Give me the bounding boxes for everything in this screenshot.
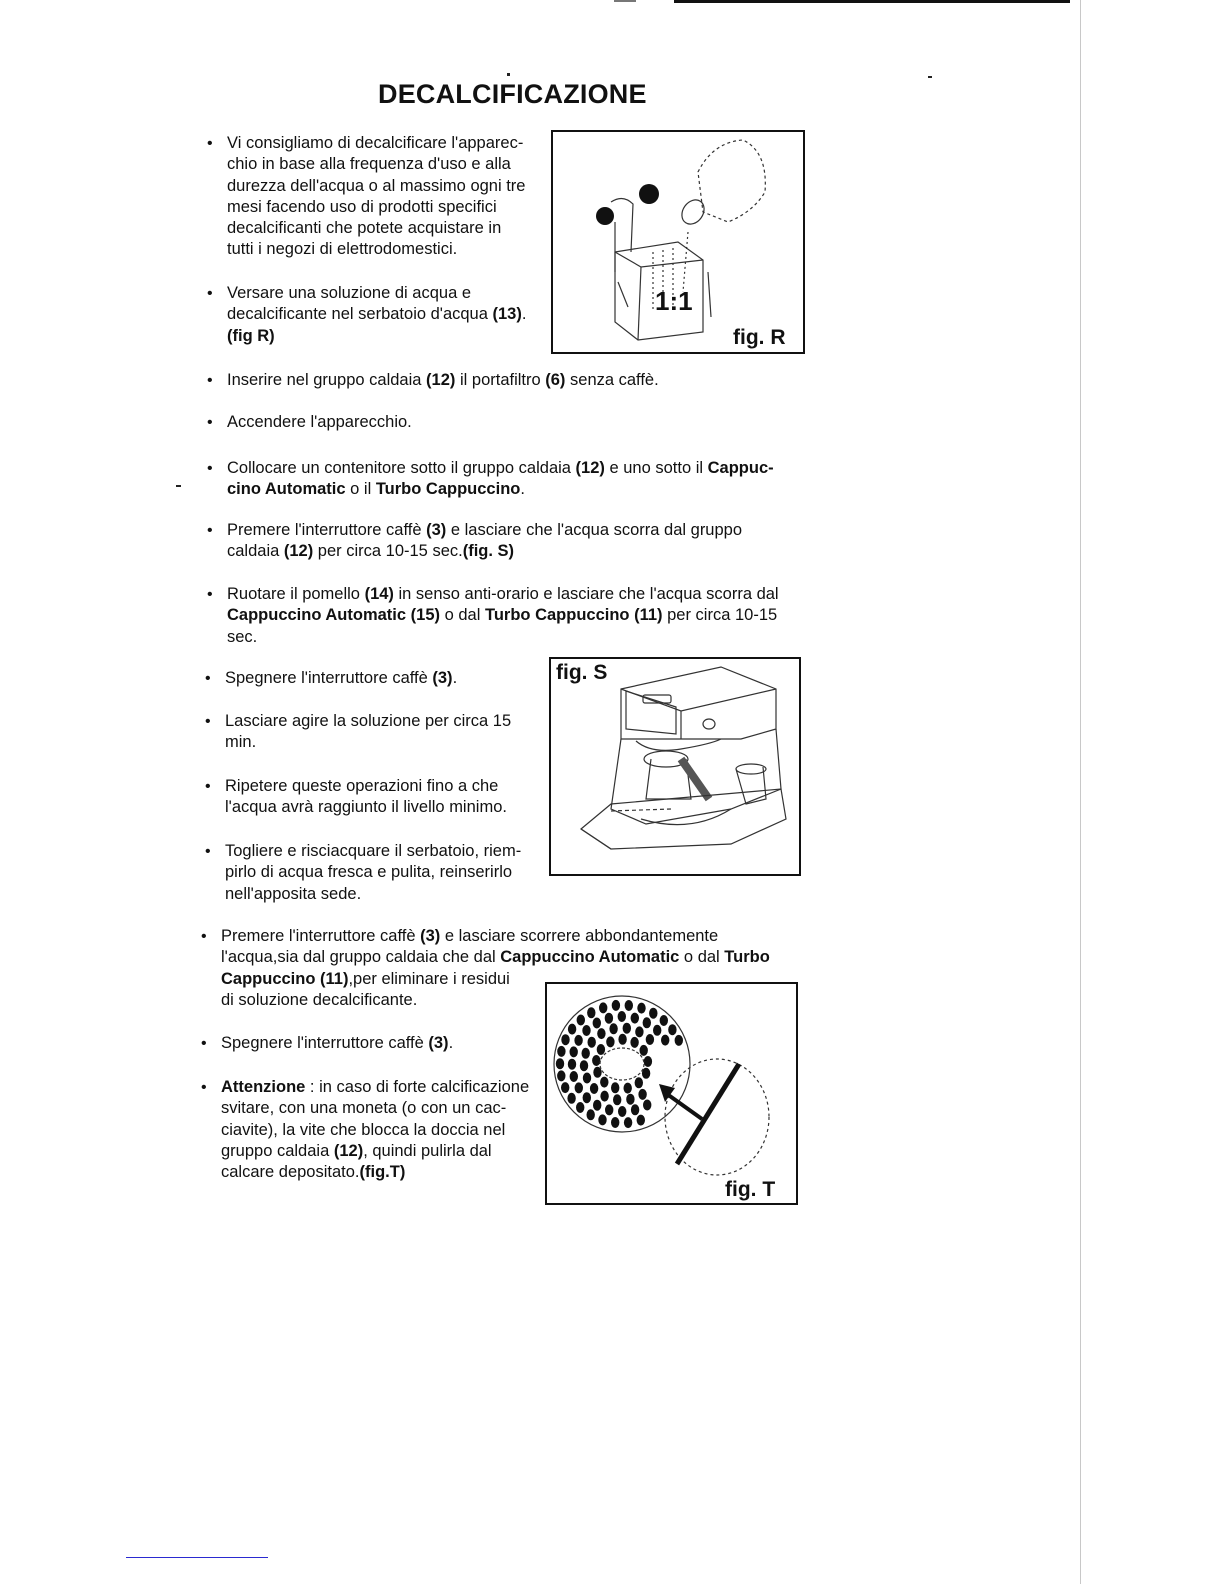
stray-mark: [507, 73, 510, 76]
screen-hole: [624, 1117, 632, 1128]
screen-hole: [597, 1028, 605, 1039]
screen-hole: [611, 1117, 619, 1128]
screen-hole: [644, 1056, 652, 1067]
shower-screen-illustration: [547, 984, 796, 1203]
screen-hole: [574, 1035, 582, 1046]
screen-hole: [582, 1025, 590, 1036]
figure-r: [551, 130, 805, 354]
page-title: DECALCIFICAZIONE: [378, 79, 647, 109]
screen-hole: [618, 1034, 626, 1045]
screen-hole: [582, 1048, 590, 1059]
screen-hole: [661, 1035, 669, 1046]
screen-hole: [660, 1015, 668, 1026]
screen-hole: [583, 1073, 591, 1084]
screen-hole: [635, 1077, 643, 1088]
screen-hole: [624, 1083, 632, 1094]
figure-t: [545, 982, 798, 1205]
screen-hole: [598, 1114, 606, 1125]
screen-hole: [599, 1002, 607, 1013]
screen-hole: [613, 1094, 621, 1105]
screen-hole: [605, 1104, 613, 1115]
screen-hole: [561, 1082, 569, 1093]
bottom-rule: [126, 1557, 268, 1558]
screen-hole: [626, 1094, 634, 1105]
water-drop-icon: [639, 184, 659, 204]
screen-hole: [631, 1013, 639, 1024]
screen-hole: [577, 1015, 585, 1026]
screen-hole: [592, 1055, 600, 1066]
screen-hole: [637, 1115, 645, 1126]
screen-hole: [597, 1044, 605, 1055]
screen-hole: [618, 1106, 626, 1117]
descaler-pour-illustration: [553, 132, 803, 352]
espresso-machine-illustration: [551, 659, 799, 874]
stray-mark: [928, 76, 932, 78]
screen-hole: [630, 1037, 638, 1048]
screen-hole: [609, 1023, 617, 1034]
screen-hole: [649, 1008, 657, 1019]
figure-t-label: fig. T: [725, 1178, 776, 1201]
screen-hole: [570, 1071, 578, 1082]
scan-mark-top: [614, 0, 636, 2]
screen-hole: [580, 1060, 588, 1071]
screen-hole: [568, 1059, 576, 1070]
screen-hole: [557, 1046, 565, 1057]
screen-hole: [593, 1018, 601, 1029]
screen-hole: [668, 1024, 676, 1035]
screen-hole: [635, 1026, 643, 1037]
screen-hole: [643, 1100, 651, 1111]
screen-hole: [583, 1092, 591, 1103]
screen-hole: [646, 1034, 654, 1045]
screen-hole: [556, 1058, 564, 1069]
screen-hole: [600, 1077, 608, 1088]
screen-hole: [557, 1070, 565, 1081]
screen-hole: [675, 1035, 683, 1046]
screen-hole: [612, 1000, 620, 1011]
screen-hole: [576, 1102, 584, 1113]
screen-hole: [605, 1013, 613, 1024]
top-rule: [674, 0, 1070, 3]
screen-hole: [593, 1100, 601, 1111]
screen-hole: [638, 1089, 646, 1100]
screen-hole: [590, 1083, 598, 1094]
screen-hole: [588, 1037, 596, 1048]
figure-s-label: fig. S: [556, 661, 608, 684]
screen-hole: [587, 1007, 595, 1018]
screen-hole: [567, 1093, 575, 1104]
figure-s: [549, 657, 801, 876]
screen-hole: [653, 1025, 661, 1036]
screen-hole: [640, 1045, 648, 1056]
screen-hole: [618, 1011, 626, 1022]
mix-ratio: 1:1: [655, 286, 693, 316]
screen-hole: [587, 1109, 595, 1120]
figure-r-label: fig. R: [733, 326, 786, 349]
screen-hole: [643, 1017, 651, 1028]
screen-hole: [561, 1034, 569, 1045]
screen-hole: [631, 1104, 639, 1115]
screen-hole: [623, 1023, 631, 1034]
screen-hole: [637, 1003, 645, 1014]
screen-hole: [606, 1036, 614, 1047]
stray-mark: [176, 485, 181, 487]
screen-hole: [611, 1082, 619, 1093]
screen-hole: [570, 1046, 578, 1057]
screen-hole: [568, 1024, 576, 1035]
screen-hole: [625, 1000, 633, 1011]
screen-hole: [600, 1091, 608, 1102]
page-edge: [1080, 0, 1081, 1584]
water-drop-icon: [596, 207, 614, 225]
screen-hole: [575, 1082, 583, 1093]
